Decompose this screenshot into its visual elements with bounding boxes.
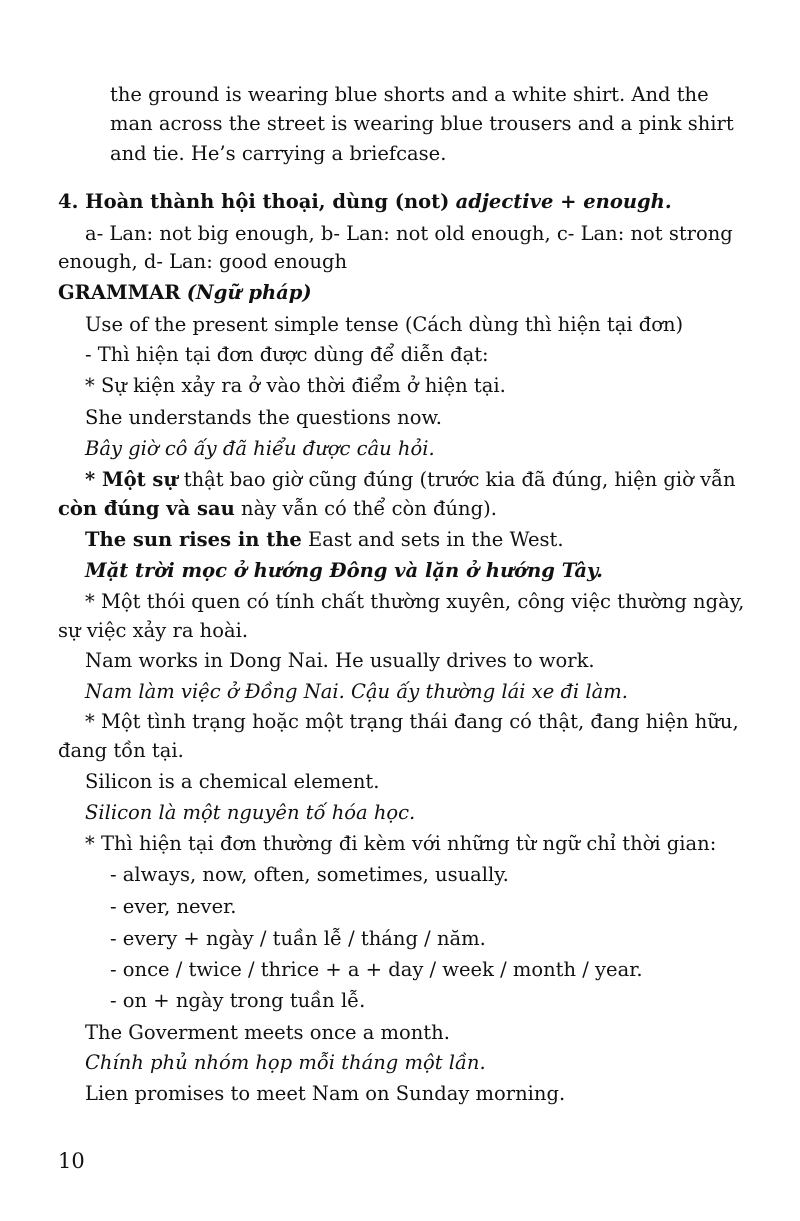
point-2-line-2 xyxy=(58,496,497,522)
point-4-line-1: * Một tình trạng hoặc một trạng thái đang có thật, đang hiện hữu, xyxy=(85,710,739,733)
exercise-4-answer-line-1: a- Lan: not big enough, b- Lan: not old enough, c- Lan: not strong xyxy=(85,222,733,245)
intro-line-3: and tie. He’s carrying a briefcase. xyxy=(110,142,447,165)
example-3: Nam works in Dong Nai. He usually drives to work. xyxy=(85,649,595,672)
grammar-title-bold: GRAMMAR xyxy=(58,281,181,304)
intro-line-2: man across the street is wearing blue trousers and a pink shirt xyxy=(110,112,734,135)
time-expression-1: - always, now, often, sometimes, usually. xyxy=(110,863,509,886)
grammar-subtitle: Use of the present simple tense (Cách dùng thì hiện tại đơn) xyxy=(85,313,684,336)
usage-intro: - Thì hiện tại đơn được dùng để diễn đạt: xyxy=(85,343,489,366)
point-5: * Thì hiện tại đơn thường đi kèm với những từ ngữ chỉ thời gian: xyxy=(85,832,717,855)
example-2-rest: East and sets in the West. xyxy=(308,528,564,551)
example-6: Lien promises to meet Nam on Sunday morning. xyxy=(85,1082,566,1105)
example-2-bold: The sun rises in the xyxy=(85,528,302,551)
page-number: 10 xyxy=(58,1149,85,1173)
time-expression-4: - once / twice / thrice + a + day / week / month / year. xyxy=(110,958,643,981)
exercise-4-heading-bold: 4. Hoàn thành hội thoại, dùng (not) xyxy=(58,190,450,213)
grammar-title-italic: (Ngữ pháp) xyxy=(186,281,312,304)
point-3-line-1: * Một thói quen có tính chất thường xuyên, công việc thường ngày, xyxy=(85,590,745,613)
example-1-translation: Bây giờ cô ấy đã hiểu được câu hỏi. xyxy=(85,437,435,460)
time-expression-2: - ever, never. xyxy=(110,895,237,918)
point-2-rest: thật bao giờ cũng đúng (trước kia đã đúng, hiện giờ vẫn xyxy=(183,468,736,491)
point-2-line-2-bold: còn đúng và sau xyxy=(58,497,235,520)
point-2-line-2-rest: này vẫn có thể còn đúng). xyxy=(241,497,497,520)
example-1: She understands the questions now. xyxy=(85,406,443,429)
intro-line-1: the ground is wearing blue shorts and a white shirt. And the xyxy=(110,83,709,106)
point-3-line-2: sự việc xảy ra hoài. xyxy=(58,619,249,642)
point-1: * Sự kiện xảy ra ở vào thời điểm ở hiện tại. xyxy=(85,374,506,397)
example-5: The Goverment meets once a month. xyxy=(85,1021,450,1044)
example-2 xyxy=(85,527,564,553)
example-4-translation: Silicon là một nguyên tố hóa học. xyxy=(85,801,416,824)
exercise-4-answer-line-2: enough, d- Lan: good enough xyxy=(58,250,348,273)
example-4: Silicon is a chemical element. xyxy=(85,770,380,793)
example-5-translation: Chính phủ nhóm họp mỗi tháng một lần. xyxy=(85,1051,486,1074)
point-2-bold: * Một sự xyxy=(85,468,178,491)
time-expression-5: - on + ngày trong tuần lễ. xyxy=(110,989,366,1012)
point-2-line-1 xyxy=(85,467,736,493)
example-2-translation: Mặt trời mọc ở hướng Đông và lặn ở hướng Tây. xyxy=(85,559,603,582)
time-expression-3: - every + ngày / tuần lễ / tháng / năm. xyxy=(110,927,486,950)
point-4-line-2: đang tồn tại. xyxy=(58,739,184,762)
exercise-4-heading xyxy=(58,189,672,215)
example-3-translation: Nam làm việc ở Đồng Nai. Cậu ấy thường lái xe đi làm. xyxy=(85,680,628,703)
exercise-4-heading-italic: adjective + enough. xyxy=(455,190,672,213)
grammar-title xyxy=(58,280,312,306)
